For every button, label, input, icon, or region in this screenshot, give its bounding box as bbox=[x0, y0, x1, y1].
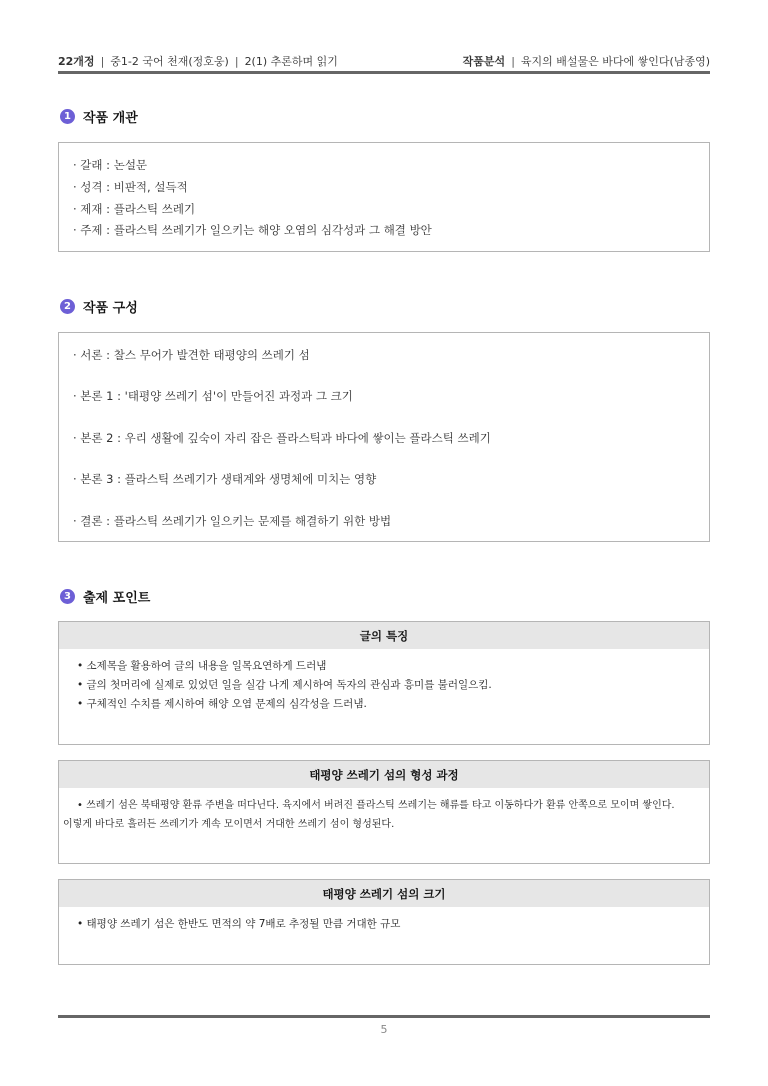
page-number: 5 bbox=[380, 1023, 388, 1036]
section-3-title bbox=[58, 587, 150, 606]
structure-item: · 본론 3 : 플라스틱 쓰레기가 생태계와 생명체에 미치는 영향 bbox=[73, 472, 377, 486]
point-line: • 쓰레기 섬은 북태평양 환류 주변을 떠다닌다. 육지에서 버려진 플라스틱 쓰레기는 해류를 타고 이동하다가 환류 안쪽으로 모이며 쌓인다. bbox=[77, 800, 675, 811]
point-box-body bbox=[59, 649, 709, 714]
point-line: • 태평양 쓰레기 섬은 한반도 면적의 약 7배로 추정될 만큼 거대한 규모 bbox=[77, 918, 401, 930]
point-line: • 소제목을 활용하여 글의 내용을 일목요연하게 드러냄 bbox=[77, 660, 327, 672]
header-divider bbox=[58, 71, 710, 74]
section-1-title bbox=[58, 107, 138, 126]
overview-box bbox=[58, 142, 710, 252]
point-box-heading: 글의 특징 bbox=[59, 622, 709, 649]
point-line: 이렇게 바다로 흘러든 쓰레기가 계속 모이면서 거대한 쓰레기 섬이 형성된다. bbox=[63, 819, 395, 830]
structure-item: · 본론 1 : '태평양 쓰레기 섬'이 만들어진 과정과 그 크기 bbox=[73, 389, 353, 403]
header-unit: 2(1) 추론하며 읽기 bbox=[244, 55, 338, 68]
header-course-bold: 22개정 bbox=[58, 55, 95, 68]
point-box-body bbox=[59, 907, 709, 934]
section-3-heading: 출제 포인트 bbox=[83, 591, 151, 606]
point-box-heading: 태평양 쓰레기 섬의 크기 bbox=[59, 880, 709, 907]
point-box-formation bbox=[58, 760, 710, 864]
structure-item: · 결론 : 플라스틱 쓰레기가 일으키는 문제를 해결하기 위한 방법 bbox=[73, 514, 392, 528]
point-line: • 글의 첫머리에 실제로 있었던 일을 실감 나게 제시하여 독자의 관심과 흥미를 불러일으킴. bbox=[77, 679, 492, 691]
header-course: 중1-2 국어 천재(정호웅) bbox=[110, 55, 229, 68]
header-left: 22개정 | 중1-2 국어 천재(정호웅) | 2(1) 추론하며 읽기 bbox=[58, 55, 338, 68]
structure-box bbox=[58, 332, 710, 542]
header-analysis-label: 작품분석 bbox=[462, 55, 506, 68]
structure-item: · 본론 2 : 우리 생활에 깊숙이 자리 잡은 플라스틱과 바다에 쌓이는 플라스틱 쓰레기 bbox=[73, 431, 491, 445]
section-2-heading: 작품 구성 bbox=[83, 301, 138, 316]
header-work-title: 육지의 배설물은 바다에 쌓인다(남종영) bbox=[520, 55, 710, 68]
section-2-number-icon: 2 bbox=[60, 299, 75, 314]
point-box-heading: 태평양 쓰레기 섬의 형성 과정 bbox=[59, 761, 709, 788]
structure-item: · 서론 : 찰스 무어가 발견한 태평양의 쓰레기 섬 bbox=[73, 348, 310, 362]
section-2-title bbox=[58, 297, 138, 316]
section-3-number-icon: 3 bbox=[60, 589, 75, 604]
section-1-heading: 작품 개관 bbox=[83, 111, 138, 126]
section-1-number-icon: 1 bbox=[60, 109, 75, 124]
overview-item: · 주제 : 플라스틱 쓰레기가 일으키는 해양 오염의 심각성과 그 해결 방안 bbox=[73, 223, 432, 237]
point-box-body bbox=[59, 788, 709, 834]
overview-item: · 성격 : 비판적, 설득적 bbox=[73, 180, 188, 194]
point-box-features bbox=[58, 621, 710, 745]
overview-item: · 갈래 : 논설문 bbox=[73, 158, 148, 172]
point-line: • 구체적인 수치를 제시하여 해양 오염 문제의 심각성을 드러냄. bbox=[77, 698, 367, 710]
overview-item: · 제재 : 플라스틱 쓰레기 bbox=[73, 202, 196, 216]
header-right: 작품분석 | 육지의 배설물은 바다에 쌓인다(남종영) bbox=[462, 55, 710, 68]
page-header bbox=[58, 52, 710, 70]
point-box-size bbox=[58, 879, 710, 965]
footer-divider bbox=[58, 1015, 710, 1018]
